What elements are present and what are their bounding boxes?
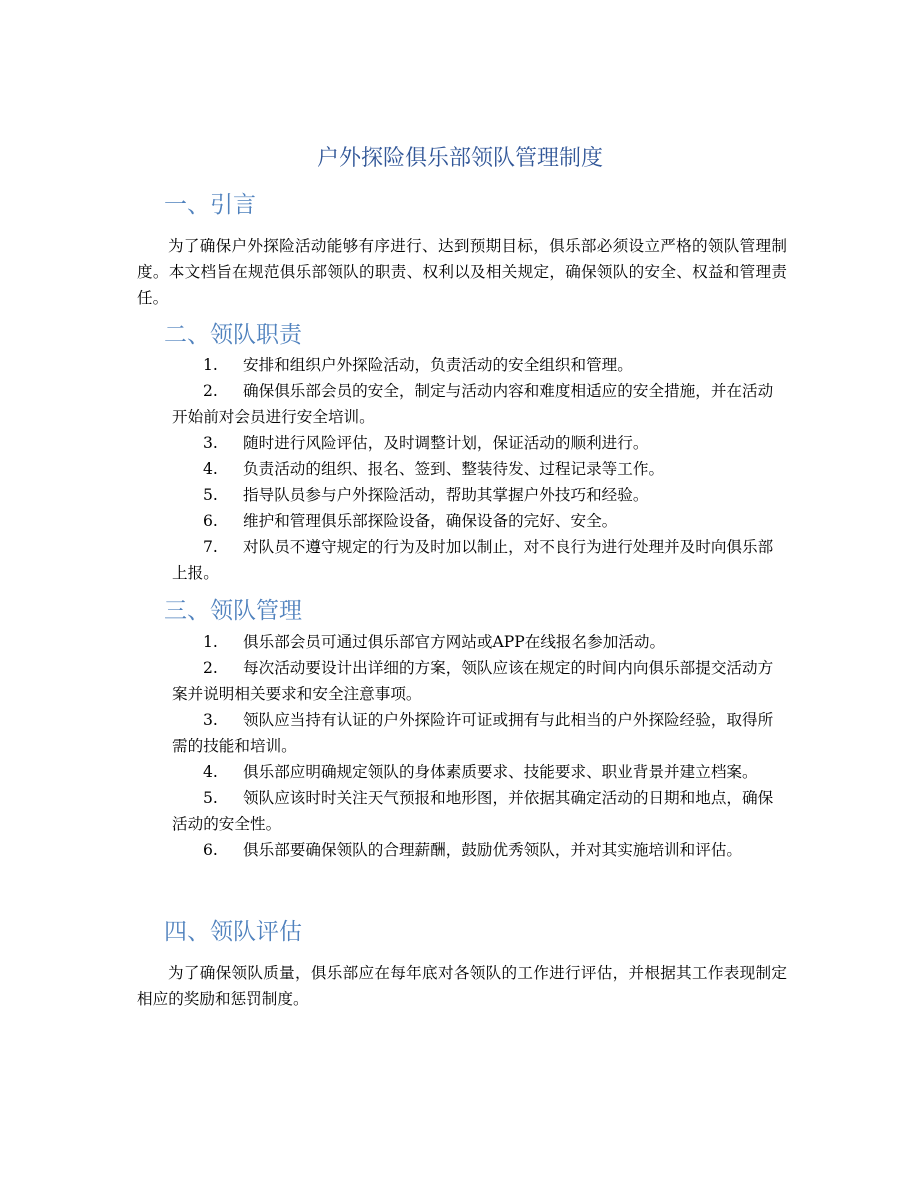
list-item — [172, 629, 786, 655]
list-item — [172, 837, 786, 863]
list-item — [172, 759, 786, 785]
list-item — [172, 482, 786, 508]
list-item — [172, 352, 786, 378]
list-item-text: 确保俱乐部会员的安全，制定与活动内容和难度相适应的安全措施，并在活动开始前对会员进行安全培训。 — [172, 382, 774, 426]
list-item-number: 7. — [203, 538, 218, 556]
list-item-number: 5. — [203, 486, 218, 504]
list-item — [172, 785, 786, 837]
list-item-number: 1. — [203, 356, 218, 374]
list-item-text: 维护和管理俱乐部探险设备，确保设备的完好、安全。 — [243, 512, 618, 530]
list-item-number: 3. — [203, 711, 218, 729]
list-item-text: 领队应当持有认证的户外探险许可证或拥有与此相当的户外探险经验，取得所需的技能和培训。 — [172, 711, 774, 755]
list-item — [172, 378, 786, 430]
list-item-text: 安排和组织户外探险活动，负责活动的安全组织和管理。 — [243, 356, 633, 374]
document-title: 户外探险俱乐部领队管理制度 — [316, 146, 603, 171]
leader-management-list — [172, 629, 786, 863]
list-item-number: 6. — [203, 841, 218, 859]
list-item-text: 俱乐部要确保领队的合理薪酬，鼓励优秀领队，并对其实施培训和评估。 — [243, 841, 743, 859]
list-item-number: 3. — [203, 434, 218, 452]
list-item-number: 6. — [203, 512, 218, 530]
list-item — [172, 534, 786, 586]
list-item-text: 领队应该时时关注天气预报和地形图，并依据其确定活动的日期和地点，确保活动的安全性。 — [172, 789, 774, 833]
list-item-text: 指导队员参与户外探险活动，帮助其掌握户外技巧和经验。 — [243, 486, 649, 504]
list-item-text: 每次活动要设计出详细的方案，领队应该在规定的时间内向俱乐部提交活动方案并说明相关要求和安全注意事项。 — [172, 659, 774, 703]
list-item-number: 2. — [203, 382, 218, 400]
list-item — [172, 655, 786, 707]
list-item-number: 2. — [203, 659, 218, 677]
leader-duties-list — [172, 352, 786, 586]
section-heading-leader-duties: 二、领队职责 — [164, 322, 302, 348]
list-item — [172, 430, 786, 456]
list-item-number: 1. — [203, 633, 218, 651]
list-item-number: 4. — [203, 763, 218, 781]
list-item-text: 俱乐部应明确规定领队的身体素质要求、技能要求、职业背景并建立档案。 — [243, 763, 758, 781]
list-item-text: 负责活动的组织、报名、签到、整装待发、过程记录等工作。 — [243, 460, 665, 478]
list-item — [172, 508, 786, 534]
list-item-number: 4. — [203, 460, 218, 478]
section-paragraph-evaluation: 为了确保领队质量，俱乐部应在每年底对各领队的工作进行评估，并根据其工作表现制定相应的奖励和惩罚制度。 — [137, 964, 787, 1008]
section-paragraph-introduction: 为了确保户外探险活动能够有序进行、达到预期目标，俱乐部必须设立严格的领队管理制度。本文档旨在规范俱乐部领队的职责、权利以及相关规定，确保领队的安全、权益和管理责任。 — [137, 237, 787, 307]
list-item-text: 随时进行风险评估，及时调整计划，保证活动的顺利进行。 — [243, 434, 649, 452]
section-heading-introduction: 一、引言 — [164, 192, 256, 218]
section-heading-leader-management: 三、领队管理 — [164, 598, 302, 624]
list-item-text: 对队员不遵守规定的行为及时加以制止，对不良行为进行处理并及时向俱乐部上报。 — [172, 538, 774, 582]
list-item — [172, 456, 786, 482]
section-heading-leader-evaluation: 四、领队评估 — [164, 919, 302, 945]
list-item-text: 俱乐部会员可通过俱乐部官方网站或APP在线报名参加活动。 — [243, 633, 666, 651]
list-item-number: 5. — [203, 789, 218, 807]
list-item — [172, 707, 786, 759]
